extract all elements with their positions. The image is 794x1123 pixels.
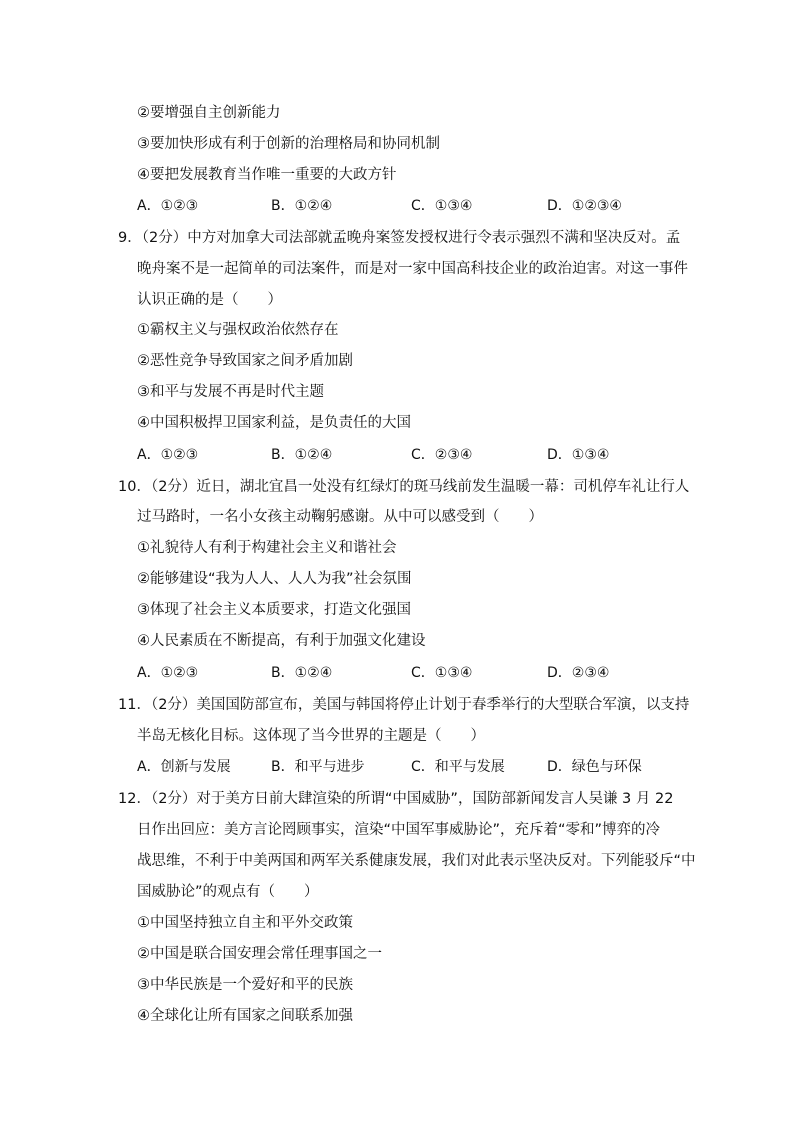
statement: ②中国是联合国安理会常任理事国之一 — [137, 946, 382, 962]
statement: ③要加快形成有利于创新的治理格局和协同机制 — [137, 136, 440, 152]
statement: ③和平与发展不再是时代主题 — [137, 384, 324, 400]
question-9-text: 9．（2分）中方对加拿大司法部就孟晚舟案签发授权进行令表示强烈不满和坚决反对。孟 — [118, 230, 681, 246]
question-10-text: 过马路时，一名小女孩主动鞠躬感谢。从中可以感受到（ ） — [137, 509, 543, 525]
option-b: B．①②④ — [271, 198, 333, 214]
question-11-text: 半岛无核化目标。这体现了当今世界的主题是（ ） — [137, 728, 485, 744]
statement: ②恶性竞争导致国家之间矛盾加剧 — [137, 353, 353, 369]
question-11-text: 11．（2分）美国国防部宣布，美国与韩国将停止计划于春季举行的大型联合军演，以支持 — [118, 697, 690, 713]
option-b: B．①②④ — [271, 665, 333, 681]
option-d: D．绿色与环保 — [547, 759, 642, 775]
option-d: D．①②③④ — [547, 198, 622, 214]
option-b: B．①②④ — [271, 447, 333, 463]
question-9-text: 晚舟案不是一起简单的司法案件，而是对一家中国高科技企业的政治迫害。对这一事件 — [137, 261, 688, 277]
option-a: A．①②③ — [137, 447, 199, 463]
question-10-text: 10．（2分）近日，湖北宜昌一处没有红绿灯的斑马线前发生温暖一幕：司机停车礼让行人 — [118, 479, 690, 495]
statement: ②要增强自主创新能力 — [137, 105, 281, 121]
option-a: A．①②③ — [137, 198, 199, 214]
statement: ①霸权主义与强权政治依然存在 — [137, 322, 339, 338]
option-c: C．②③④ — [411, 447, 473, 463]
statement: ④全球化让所有国家之间联系加强 — [137, 1008, 353, 1024]
option-c: C．①③④ — [411, 198, 473, 214]
option-d: D．①③④ — [547, 447, 610, 463]
option-c: C．和平与发展 — [411, 759, 505, 775]
question-9-text: 认识正确的是（ ） — [137, 292, 282, 308]
statement: ①中国坚持独立自主和平外交政策 — [137, 915, 353, 931]
option-c: C．①③④ — [411, 665, 473, 681]
option-b: B．和平与进步 — [271, 759, 365, 775]
question-12-text: 12．（2分）对于美方日前大肆渲染的所谓“中国威胁”，国防部新闻发言人吴谦 3 月 22 — [118, 791, 674, 807]
statement: ③体现了社会主义本质要求，打造文化强国 — [137, 602, 411, 618]
question-12-text: 日作出回应：美方言论罔顾事实，渲染“中国军事威胁论”，充斥着“零和”博弈的冷 — [137, 822, 661, 838]
option-a: A．①②③ — [137, 665, 199, 681]
option-a: A．创新与发展 — [137, 759, 231, 775]
question-12-text: 国威胁论”的观点有（ ） — [137, 884, 319, 900]
statement: ④人民素质在不断提高，有利于加强文化建设 — [137, 633, 426, 649]
statement: ②能够建设“我为人人、人人为我”社会氛围 — [137, 571, 412, 587]
statement: ④中国积极捍卫国家利益，是负责任的大国 — [137, 415, 411, 431]
statement: ④要把发展教育当作唯一重要的大政方针 — [137, 167, 397, 183]
statement: ③中华民族是一个爱好和平的民族 — [137, 977, 353, 993]
statement: ①礼貌待人有利于构建社会主义和谐社会 — [137, 540, 397, 556]
question-12-text: 战思维，不利于中美两国和两军关系健康发展，我们对此表示坚决反对。下列能驳斥“中 — [137, 853, 696, 869]
option-d: D．②③④ — [547, 665, 610, 681]
